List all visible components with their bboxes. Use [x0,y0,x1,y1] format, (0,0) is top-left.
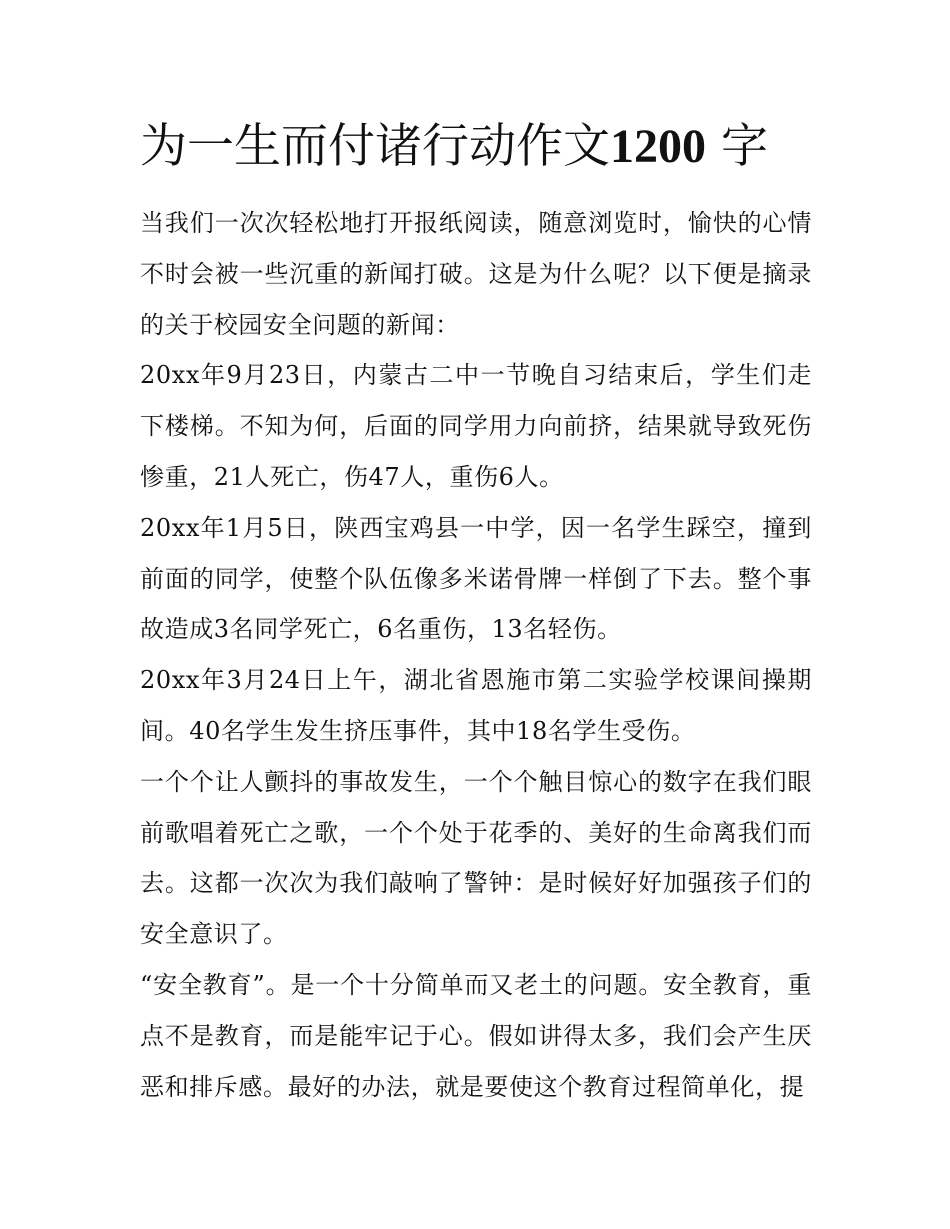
paragraph-news-2: 20xx年1月5日，陕西宝鸡县一中学，因一名学生踩空，撞到前面的同学，使整个队伍像多米诺骨牌一样倒了下去。整个事故造成3名同学死亡，6名重伤，13名轻伤。 [140,513,812,644]
paragraph-news-1: 20xx年9月23日，内蒙古二中一节晚自习结束后，学生们走下楼梯。不知为何，后面的同学用力向前挤，结果就导致死伤惨重，21人死亡，伤47人，重伤6人。 [140,361,812,491]
title-text: 为一生而付诸行动作文 [140,119,610,174]
title-suffix: 字 [720,119,768,174]
paragraph-intro: 当我们一次次轻松地打开报纸阅读，随意浏览时，愉快的心情不时会被一些沉重的新闻打破。这是为什么呢？以下便是摘录的关于校园安全问题的新闻： [140,209,812,339]
paragraph-safety-education: “安全教育”。是一个十分简单而又老土的问题。安全教育，重点不是教育，而是能牢记于心。假如讲得太多，我们会产生厌恶和排斥感。最好的办法，就是要使这个教育过程简单化，提 [140,970,812,1101]
document-body [140,198,812,1112]
document-title [140,112,840,182]
paragraph-reflection: 一个个让人颤抖的事故发生，一个个触目惊心的数字在我们眼前歌唱着死亡之歌，一个个处于花季的、美好的生命离我们而去。这都一次次为我们敲响了警钟：是时候好好加强孩子们的安全意识了。 [140,767,812,949]
title-number: 1200 [610,120,706,173]
paragraph-news-3: 20xx年3月24日上午，湖北省恩施市第二实验学校课间操期间。40名学生发生挤压事件，其中18名学生受伤。 [140,666,812,745]
